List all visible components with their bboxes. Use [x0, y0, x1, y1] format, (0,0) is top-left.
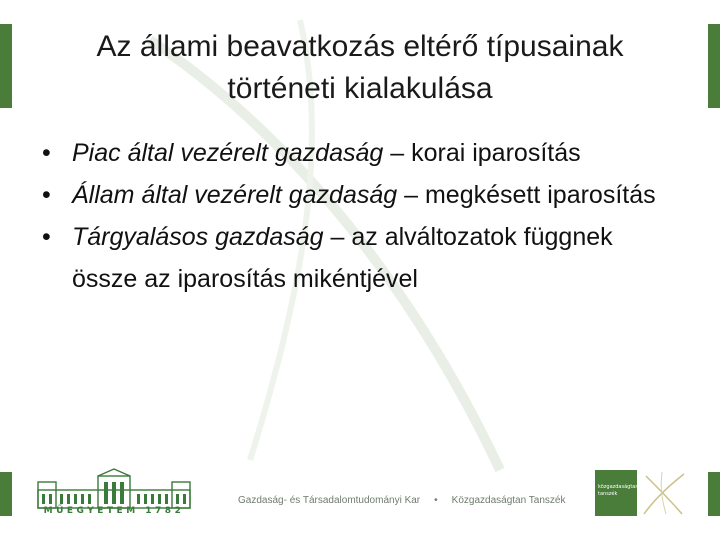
- footer-left-bar: [0, 472, 12, 516]
- bullet-item: [40, 174, 680, 216]
- department-logo-box: közgazdaságtan tanszék: [595, 470, 637, 516]
- title-line-2: történeti kialakulása: [227, 72, 493, 105]
- right-accent-bar: [708, 24, 720, 108]
- bullet-term: Állam által vezérelt gazdaság: [72, 181, 398, 209]
- slide-title: [40, 26, 680, 110]
- bullet-term: Tárgyalásos gazdaság: [72, 223, 324, 251]
- footer-right-bar: [708, 472, 720, 516]
- title-line-1: Az állami beavatkozás eltérő típusainak: [96, 30, 624, 63]
- department-curve-logo: [640, 470, 686, 516]
- faculty-name: Gazdaság- és Társadalomtudományi Kar: [238, 495, 421, 506]
- bullet-item: [40, 132, 680, 174]
- bullet-item: [40, 216, 680, 300]
- bullet-dot: •: [42, 181, 51, 209]
- bullet-dot: •: [42, 223, 51, 251]
- bullet-term: Piac által vezérelt gazdaság: [72, 139, 384, 167]
- bme-wordmark: MŰEGYETEM 1782: [43, 506, 185, 516]
- footer-caption: [238, 495, 565, 506]
- footer-separator: •: [434, 495, 438, 506]
- bullet-text: – megkésett iparosítás: [397, 181, 656, 209]
- slide-footer: [0, 462, 720, 522]
- department-name: Közgazdaságtan Tanszék: [451, 495, 566, 506]
- bullet-text: – korai iparosítás: [383, 139, 581, 167]
- left-accent-bar: [0, 24, 12, 108]
- bullet-dot: •: [42, 139, 51, 167]
- bullet-list: [40, 132, 680, 300]
- bullet-text: – az alváltozatok függnek össze az iparosítás mikéntjével: [72, 223, 613, 293]
